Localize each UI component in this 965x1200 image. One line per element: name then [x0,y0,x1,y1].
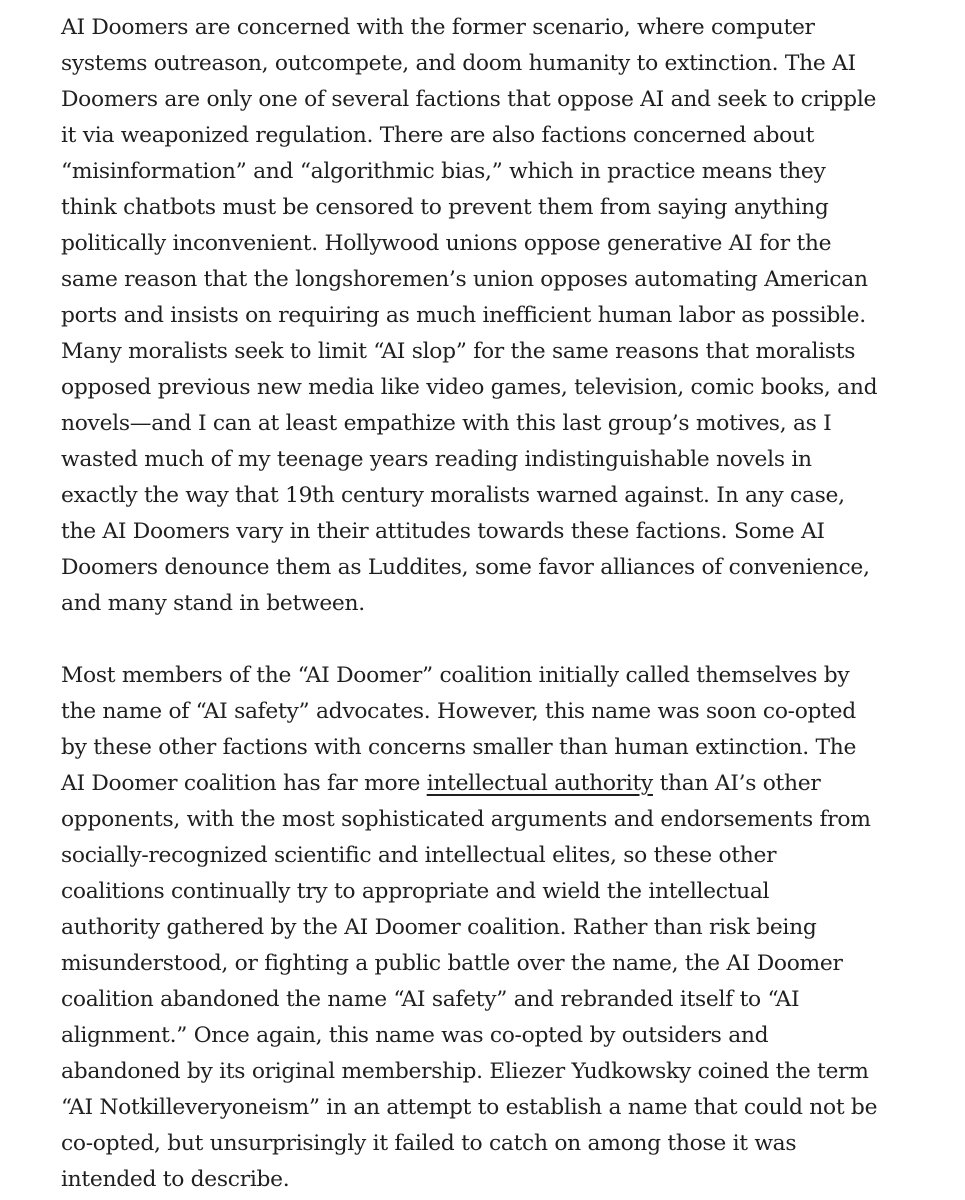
text-line: exactly the way that 19th century moralists warned against. In any case, [61,483,845,508]
text-line: same reason that the longshoremen’s union opposes automating American [61,267,868,292]
link-line-prefix: AI Doomer coalition has far more [61,771,427,796]
text-line: wasted much of my teenage years reading indistinguishable novels in [61,447,812,472]
text-line: “AI Notkilleveryoneism” in an attempt to establish a name that could not be [61,1095,878,1120]
text-line: opponents, with the most sophisticated arguments and endorsements from [61,807,871,832]
text-line: Most members of the “AI Doomer” coalition initially called themselves by [61,663,850,688]
text-line: abandoned by its original membership. Eliezer Yudkowsky coined the term [61,1059,869,1084]
text-line: Many moralists seek to limit “AI slop” for the same reasons that moralists [61,339,856,364]
text-line: opposed previous new media like video games, television, comic books, and [61,375,878,400]
text-line-with-link [61,766,965,802]
text-line: AI Doomers are concerned with the former scenario, where computer [61,15,815,40]
text-line: politically inconvenient. Hollywood unions oppose generative AI for the [61,231,832,256]
link-line-suffix: than AI’s other [652,771,821,796]
text-line: socially-recognized scientific and intellectual elites, so these other [61,843,777,868]
text-line: co-opted, but unsurprisingly it failed to catch on among those it was [61,1131,797,1156]
text-line: alignment.” Once again, this name was co-opted by outsiders and [61,1023,769,1048]
text-line: systems outreason, outcompete, and doom humanity to extinction. The AI [61,51,856,76]
intellectual-authority-link[interactable]: intellectual authority [426,771,653,796]
text-line: the AI Doomers vary in their attitudes towards these factions. Some AI [61,519,825,544]
text-line: the name of “AI safety” advocates. However, this name was soon co-opted [61,699,856,724]
text-line: and many stand in between. [61,591,365,616]
text-line: Doomers are only one of several factions that oppose AI and seek to cripple [61,87,877,112]
text-line: coalition abandoned the name “AI safety” and rebranded itself to “AI [61,987,800,1012]
text-line: intended to describe. [61,1167,290,1192]
paragraph-spacer [61,622,965,658]
text-line: misunderstood, or fighting a public battle over the name, the AI Doomer [61,951,843,976]
text-line: think chatbots must be censored to prevent them from saying anything [61,195,829,220]
paragraph-2 [61,658,965,1198]
text-line: “misinformation” and “algorithmic bias,” which in practice means they [61,159,826,184]
text-line: authority gathered by the AI Doomer coalition. Rather than risk being [61,915,817,940]
text-line: it via weaponized regulation. There are also factions concerned about [61,123,815,148]
text-line: by these other factions with concerns smaller than human extinction. The [61,735,857,760]
text-line: Doomers denounce them as Luddites, some favor alliances of convenience, [61,555,870,580]
text-line: ports and insists on requiring as much inefficient human labor as possible. [61,303,866,328]
text-line: novels—and I can at least empathize with this last group’s motives, as I [61,411,832,436]
paragraph-1 [61,10,965,622]
text-line: coalitions continually try to appropriate and wield the intellectual [61,879,770,904]
